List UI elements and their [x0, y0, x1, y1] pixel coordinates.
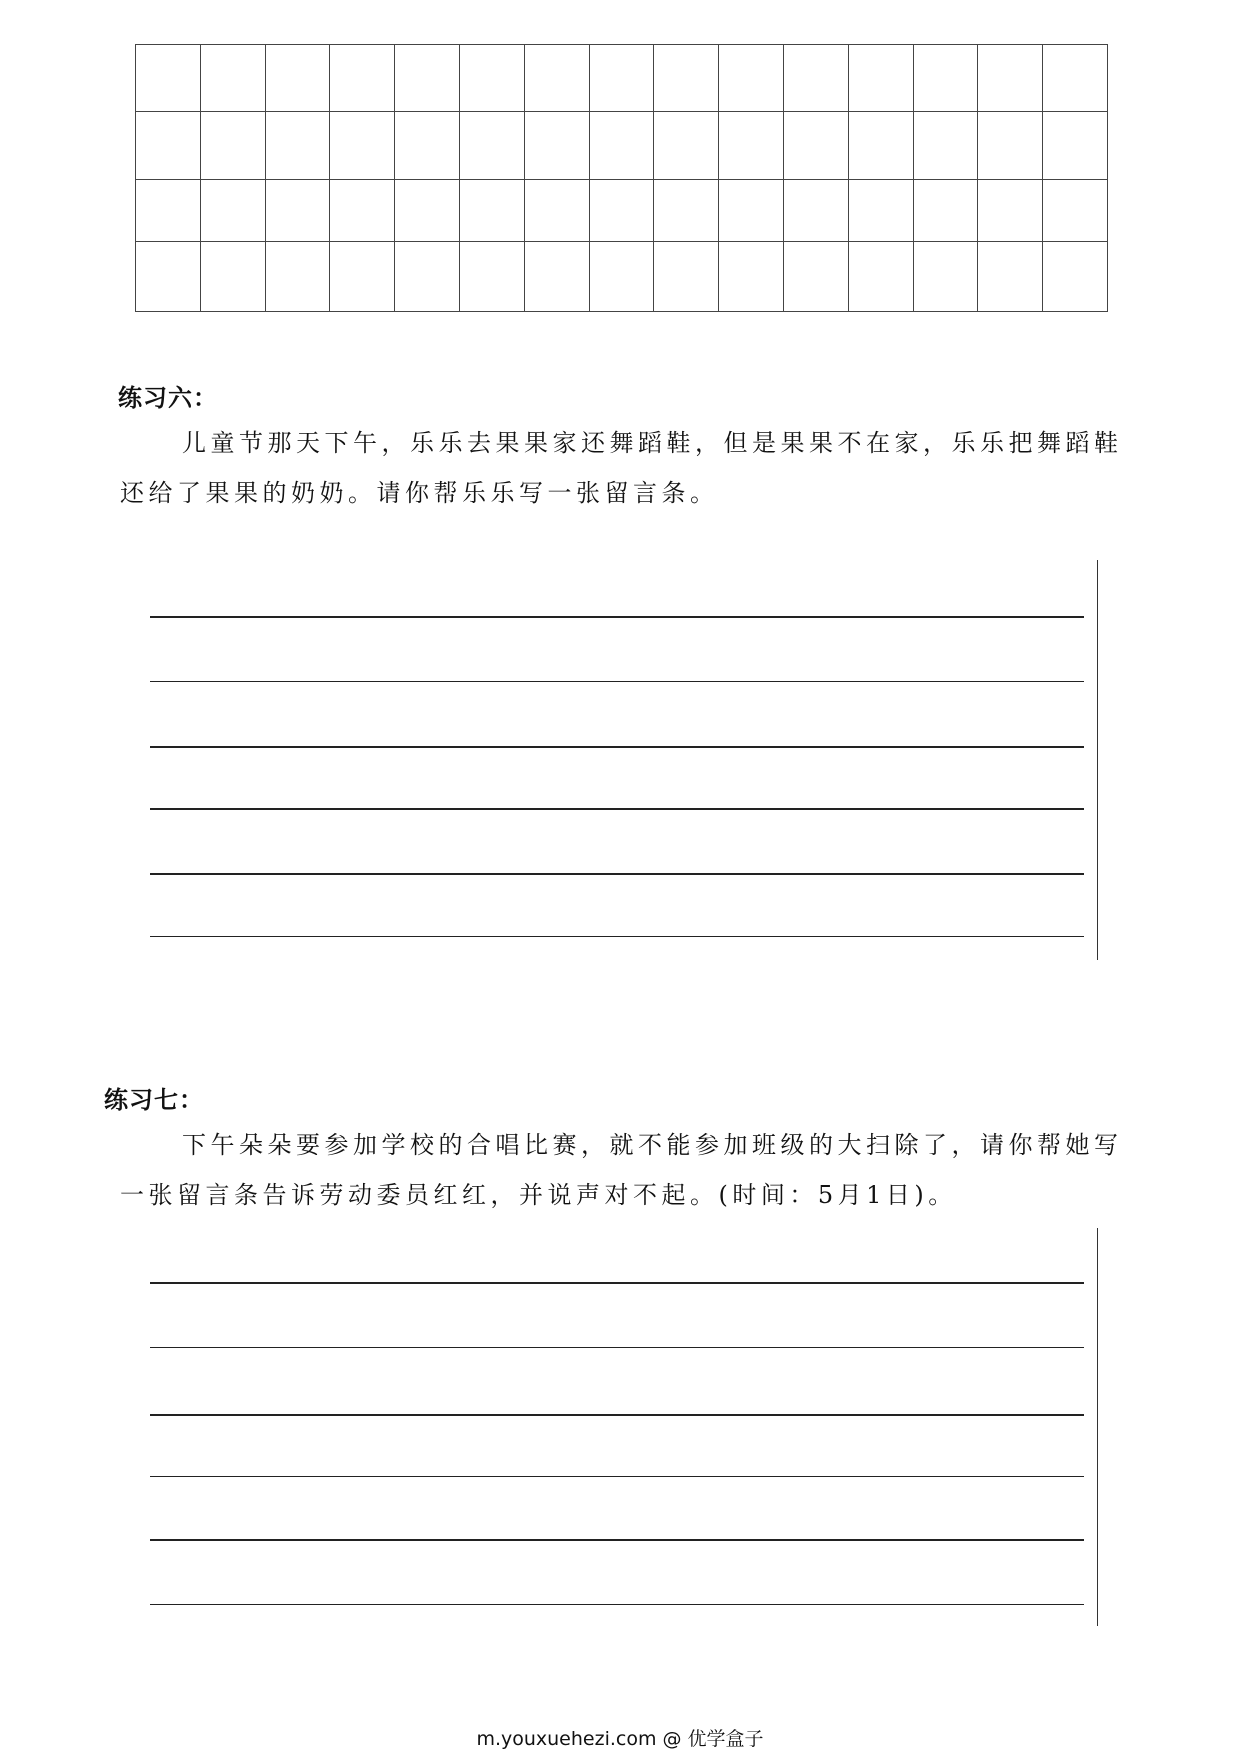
answer-line	[150, 873, 1084, 875]
grid-cell[interactable]	[524, 241, 589, 311]
grid-cell[interactable]	[200, 179, 265, 241]
grid-cell[interactable]	[913, 179, 978, 241]
grid-cell[interactable]	[265, 241, 330, 311]
grid-cell[interactable]	[654, 241, 719, 311]
answer-line	[150, 1539, 1084, 1541]
grid-cell[interactable]	[913, 112, 978, 179]
grid-row	[136, 45, 1108, 112]
exercise7-answer-area[interactable]	[150, 1228, 1098, 1626]
grid-cell[interactable]	[848, 112, 913, 179]
grid-cell[interactable]	[913, 45, 978, 112]
grid-cell[interactable]	[654, 112, 719, 179]
grid-cell[interactable]	[1043, 45, 1108, 112]
grid-cell[interactable]	[978, 179, 1043, 241]
grid-cell[interactable]	[589, 112, 654, 179]
grid-cell[interactable]	[265, 45, 330, 112]
grid-cell[interactable]	[654, 179, 719, 241]
grid-cell[interactable]	[978, 45, 1043, 112]
grid-row	[136, 112, 1108, 179]
answer-line	[150, 1282, 1084, 1284]
grid-cell[interactable]	[589, 45, 654, 112]
exercise6-title: 练习六：	[118, 384, 218, 412]
exercise7-title: 练习七：	[104, 1086, 204, 1114]
grid-cell[interactable]	[330, 241, 395, 311]
answer-line	[150, 1347, 1084, 1348]
grid-cell[interactable]	[136, 112, 201, 179]
answer-line	[150, 808, 1084, 810]
answer-line	[150, 936, 1084, 937]
grid-row	[136, 179, 1108, 241]
page-footer: m.youxuehezi.com @ 优学盒子	[476, 1728, 764, 1750]
grid-cell[interactable]	[978, 112, 1043, 179]
grid-cell[interactable]	[395, 179, 460, 241]
grid-cell[interactable]	[459, 179, 524, 241]
grid-cell[interactable]	[719, 112, 784, 179]
grid-cell[interactable]	[719, 179, 784, 241]
grid-cell[interactable]	[719, 241, 784, 311]
grid-cell[interactable]	[200, 241, 265, 311]
answer-line	[150, 746, 1084, 748]
grid-cell[interactable]	[589, 179, 654, 241]
answer-margin-line	[1097, 560, 1098, 960]
grid-cell[interactable]	[459, 112, 524, 179]
grid-cell[interactable]	[589, 241, 654, 311]
grid-cell[interactable]	[459, 241, 524, 311]
exercise6-prompt: 儿童节那天下午，乐乐去果果家还舞蹈鞋，但是果果不在家，乐乐把舞蹈鞋还给了果果的奶奶。请你帮乐乐写一张留言条。	[120, 429, 1123, 507]
grid-cell[interactable]	[1043, 179, 1108, 241]
exercise7-prompt: 下午朵朵要参加学校的合唱比赛，就不能参加班级的大扫除了，请你帮她写一张留言条告诉劳动委员红红，并说声对不起。(时间：5月1日)。	[120, 1131, 1123, 1209]
grid-cell[interactable]	[783, 179, 848, 241]
answer-line	[150, 616, 1084, 618]
answer-line	[150, 681, 1084, 682]
grid-cell[interactable]	[136, 241, 201, 311]
grid-cell[interactable]	[395, 112, 460, 179]
grid-cell[interactable]	[524, 112, 589, 179]
answer-line	[150, 1604, 1084, 1605]
grid-cell[interactable]	[783, 241, 848, 311]
grid-cell[interactable]	[848, 179, 913, 241]
grid-cell[interactable]	[395, 241, 460, 311]
grid-cell[interactable]	[330, 45, 395, 112]
grid-cell[interactable]	[913, 241, 978, 311]
grid-cell[interactable]	[783, 112, 848, 179]
answer-line	[150, 1414, 1084, 1416]
grid-cell[interactable]	[459, 45, 524, 112]
grid-cell[interactable]	[265, 179, 330, 241]
grid-cell[interactable]	[848, 45, 913, 112]
grid-cell[interactable]	[136, 179, 201, 241]
grid-cell[interactable]	[200, 112, 265, 179]
grid-cell[interactable]	[330, 179, 395, 241]
grid-cell[interactable]	[136, 45, 201, 112]
exercise6-answer-area[interactable]	[150, 560, 1098, 960]
grid-cell[interactable]	[654, 45, 719, 112]
grid-cell[interactable]	[978, 241, 1043, 311]
grid-cell[interactable]	[783, 45, 848, 112]
grid-cell[interactable]	[719, 45, 784, 112]
grid-cell[interactable]	[524, 45, 589, 112]
answer-margin-line	[1097, 1228, 1098, 1626]
answer-line	[150, 1476, 1084, 1477]
grid-cell[interactable]	[848, 241, 913, 311]
grid-cell[interactable]	[1043, 112, 1108, 179]
writing-grid	[135, 44, 1108, 312]
grid-cell[interactable]	[524, 179, 589, 241]
grid-row	[136, 241, 1108, 311]
grid-cell[interactable]	[330, 112, 395, 179]
grid-cell[interactable]	[1043, 241, 1108, 311]
grid-cell[interactable]	[265, 112, 330, 179]
grid-cell[interactable]	[200, 45, 265, 112]
grid-cell[interactable]	[395, 45, 460, 112]
